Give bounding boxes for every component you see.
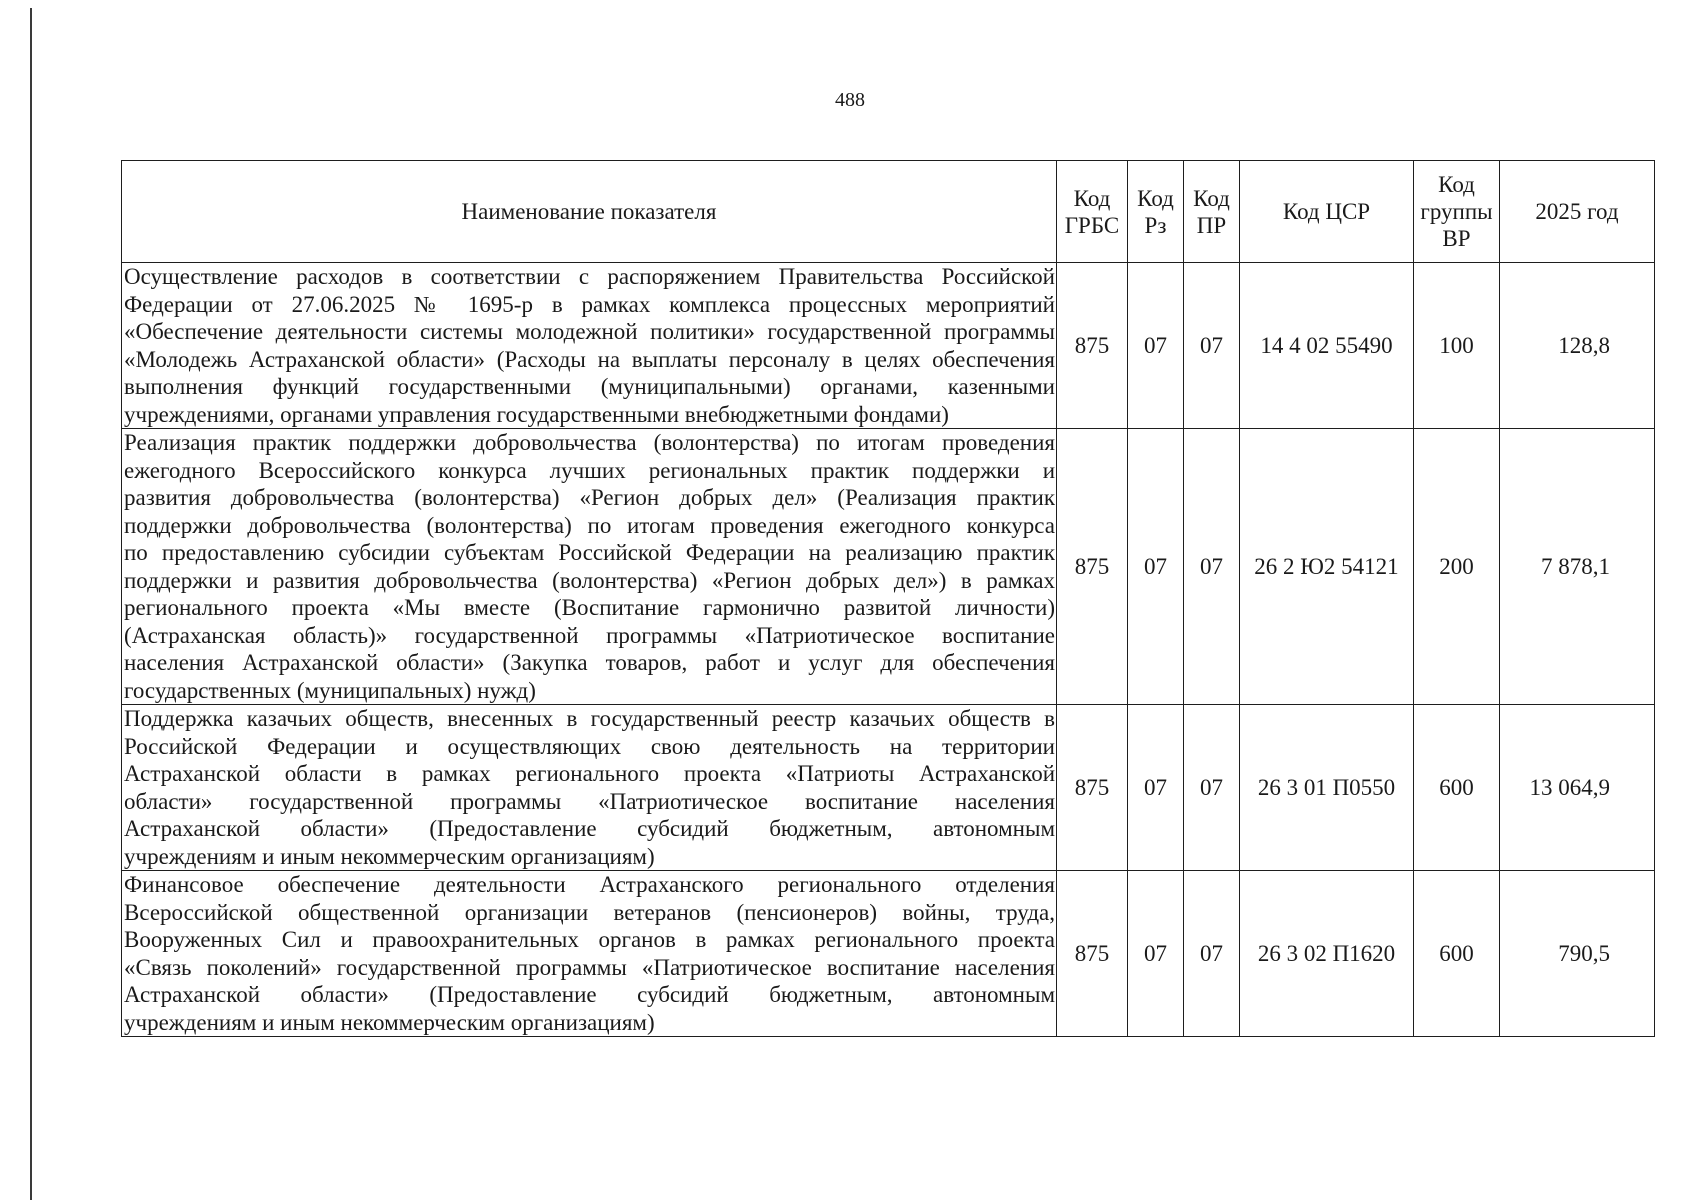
table-row bbox=[122, 263, 1655, 429]
vr-cell: 600 bbox=[1414, 705, 1500, 871]
vr-cell: 600 bbox=[1414, 871, 1500, 1037]
name-line: государственных (муниципальных) нужд) bbox=[124, 677, 536, 703]
name-line: Астраханской области в рамках регионального проекта «Патриоты Астраханской bbox=[124, 761, 1055, 786]
name-line: учреждениями, органами управления государственными внебюджетными фондами) bbox=[124, 401, 949, 427]
vr-cell: 200 bbox=[1414, 429, 1500, 705]
row-name-cell bbox=[122, 429, 1057, 705]
rz-cell: 07 bbox=[1128, 263, 1184, 429]
grbs-cell: 875 bbox=[1057, 871, 1128, 1037]
pr-cell: 07 bbox=[1184, 429, 1240, 705]
pr-cell: 07 bbox=[1184, 705, 1240, 871]
vr-cell: 100 bbox=[1414, 263, 1500, 429]
amount-cell: 13 064,9 bbox=[1500, 705, 1655, 871]
name-line: Астраханской области» (Предоставление субсидий бюджетным, автономным bbox=[124, 982, 1055, 1007]
budget-table bbox=[121, 160, 1655, 1037]
row-name-cell bbox=[122, 705, 1057, 871]
name-line: населения Астраханской области» (Закупка товаров, работ и услуг для обеспечения bbox=[124, 650, 1055, 675]
name-line: ежегодного Всероссийского конкурса лучших региональных практик поддержки и bbox=[124, 457, 1055, 483]
table-header bbox=[122, 161, 1655, 263]
name-line: учреждениям и иным некоммерческим организациям) bbox=[124, 1009, 655, 1035]
header-pr-line-1: Код bbox=[1193, 185, 1230, 211]
name-line: Осуществление расходов в соответствии с распоряжением Правительства Российской bbox=[124, 264, 1055, 289]
row-name-cell bbox=[122, 263, 1057, 429]
name-line: поддержки и развития добровольчества (волонтерства) «Регион добрых дел») в рамках bbox=[124, 567, 1055, 593]
header-vr-line-3: ВР bbox=[1442, 226, 1471, 251]
page-margin-rule bbox=[30, 8, 32, 1200]
header-rz-line-1: Код bbox=[1137, 185, 1174, 211]
header-vr bbox=[1414, 161, 1500, 263]
name-line: Федерации от 27.06.2025 № 1695-р в рамках комплекса процессных мероприятий bbox=[124, 291, 1055, 317]
name-line: Финансовое обеспечение деятельности Астраханского регионального отделения bbox=[124, 872, 1055, 897]
table-row bbox=[122, 871, 1655, 1037]
rz-cell: 07 bbox=[1128, 705, 1184, 871]
header-year: 2025 год bbox=[1500, 161, 1655, 263]
name-line: Астраханской области» (Предоставление субсидий бюджетным, автономным bbox=[124, 816, 1055, 841]
rz-cell: 07 bbox=[1128, 429, 1184, 705]
grbs-cell: 875 bbox=[1057, 705, 1128, 871]
name-line: Всероссийской общественной организации ветеранов (пенсионеров) войны, труда, bbox=[124, 899, 1055, 925]
amount-cell: 790,5 bbox=[1500, 871, 1655, 1037]
pr-cell: 07 bbox=[1184, 871, 1240, 1037]
header-vr-line-2: группы bbox=[1420, 199, 1493, 224]
header-rz bbox=[1128, 161, 1184, 263]
name-line: «Обеспечение деятельности системы молодежной политики» государственной программы bbox=[124, 319, 1055, 344]
grbs-cell: 875 bbox=[1057, 263, 1128, 429]
header-rz-line-2: Рз bbox=[1144, 212, 1167, 238]
name-line: поддержки добровольчества (волонтерства) по итогам проведения ежегодного конкурса bbox=[124, 512, 1055, 538]
csr-cell: 26 3 02 П1620 bbox=[1240, 871, 1414, 1037]
csr-cell: 26 3 01 П0550 bbox=[1240, 705, 1414, 871]
name-line: Вооруженных Сил и правоохранительных органов в рамках регионального проекта bbox=[124, 927, 1055, 952]
name-line: Российской Федерации и осуществляющих свою деятельность на территории bbox=[124, 733, 1055, 759]
header-csr: Код ЦСР bbox=[1240, 161, 1414, 263]
header-grbs bbox=[1057, 161, 1128, 263]
name-line: развития добровольчества (волонтерства) «Регион добрых дел» (Реализация практик bbox=[124, 485, 1055, 510]
grbs-cell: 875 bbox=[1057, 429, 1128, 705]
pr-cell: 07 bbox=[1184, 263, 1240, 429]
name-line: регионального проекта «Мы вместе (Воспитание гармонично развитой личности) bbox=[124, 595, 1055, 620]
table-body bbox=[122, 263, 1655, 1037]
header-pr-line-2: ПР bbox=[1196, 212, 1227, 238]
amount-cell: 128,8 bbox=[1500, 263, 1655, 429]
name-line: по предоставлению субсидии субъектам Российской Федерации на реализацию практик bbox=[124, 540, 1055, 565]
header-row bbox=[122, 161, 1655, 263]
name-line: Реализация практик поддержки добровольчества (волонтерства) по итогам проведения bbox=[124, 430, 1055, 455]
header-grbs-line-1: Код bbox=[1073, 185, 1111, 211]
header-grbs-line-2: ГРБС bbox=[1064, 212, 1120, 238]
name-line: «Связь поколений» государственной программы «Патриотическое воспитание населения bbox=[124, 954, 1055, 980]
row-name-cell bbox=[122, 871, 1057, 1037]
name-line: «Молодежь Астраханской области» (Расходы на выплаты персоналу в целях обеспечения bbox=[124, 346, 1055, 372]
header-pr bbox=[1184, 161, 1240, 263]
header-vr-line-1: Код bbox=[1438, 172, 1475, 197]
page-number: 488 bbox=[835, 89, 865, 111]
name-line: области» государственной программы «Патриотическое воспитание населения bbox=[124, 788, 1055, 814]
table-row bbox=[122, 429, 1655, 705]
csr-cell: 14 4 02 55490 bbox=[1240, 263, 1414, 429]
rz-cell: 07 bbox=[1128, 871, 1184, 1037]
amount-cell: 7 878,1 bbox=[1500, 429, 1655, 705]
table-row bbox=[122, 705, 1655, 871]
name-line: учреждениям и иным некоммерческим организациям) bbox=[124, 843, 655, 869]
name-line: выполнения функций государственными (муниципальными) органами, казенными bbox=[124, 374, 1055, 399]
name-line: (Астраханская область)» государственной программы «Патриотическое воспитание bbox=[124, 622, 1055, 648]
csr-cell: 26 2 Ю2 54121 bbox=[1240, 429, 1414, 705]
header-name: Наименование показателя bbox=[122, 161, 1057, 263]
name-line: Поддержка казачьих обществ, внесенных в государственный реестр казачьих обществ в bbox=[124, 706, 1055, 731]
